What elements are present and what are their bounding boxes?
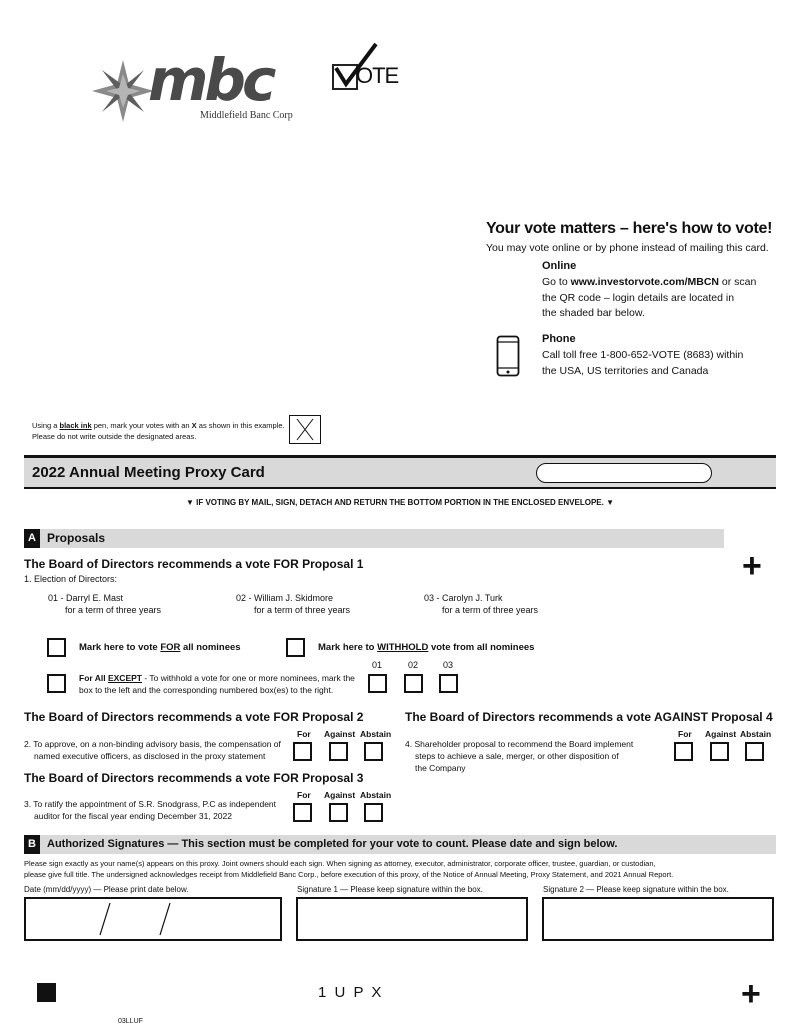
except-line-2: box to the left and the corresponding numbered box(es) to the right. — [79, 685, 334, 695]
online-line-3: the shaded bar below. — [542, 307, 645, 319]
ink-part-1: Using a — [32, 421, 60, 430]
star-burst-icon — [92, 60, 154, 122]
footer-code: 1 U P X — [318, 984, 384, 1001]
date-label: Date (mm/dd/yyyy) — Please print date below. — [24, 885, 189, 894]
except-nominee-01-checkbox[interactable] — [368, 674, 387, 693]
mail-notice: ▼ IF VOTING BY MAIL, SIGN, DETACH AND RETURN THE BOTTOM PORTION IN THE ENCLOSED ENVELOPE. ▼ — [185, 498, 614, 507]
nominee-2-name: 02 - William J. Skidmore — [236, 593, 334, 603]
signature-1-field[interactable] — [296, 897, 528, 941]
login-bar — [536, 463, 712, 483]
proposal-4-for-label: For — [678, 729, 692, 739]
section-a-bar — [24, 529, 724, 548]
signature-instructions-line-1: Please sign exactly as your name(s) appears on this proxy. Joint owners should each sign. When signing as attorney, executor, administrator, corporate officer, trustee, guardian, or custodian, — [24, 859, 656, 868]
date-field[interactable] — [24, 897, 282, 941]
section-b-letter: B — [24, 835, 40, 854]
proposal-3-abstain-checkbox[interactable] — [364, 803, 383, 822]
signature-instructions — [24, 858, 776, 880]
proposal-4-line-2: steps to achieve a sale, merger, or other disposition of — [415, 751, 619, 761]
proposal-2-abstain-checkbox[interactable] — [364, 742, 383, 761]
phone-line-1: Call toll free 1-800-652-VOTE (8683) within — [542, 349, 744, 361]
except-suffix: - To withhold a vote for one or more nominees, mark the — [141, 673, 355, 683]
for-all-suffix: all nominees — [180, 642, 241, 653]
ink-black-ink: black ink — [59, 421, 92, 430]
proposal-2-header: The Board of Directors recommends a vote FOR Proposal 2 — [24, 710, 364, 724]
phone-title: Phone — [542, 333, 576, 345]
date-slash-1 — [100, 903, 110, 935]
online-line-1-suffix: or scan — [719, 276, 757, 288]
for-all-checkbox[interactable] — [47, 638, 66, 657]
example-mark-box — [289, 415, 321, 444]
section-a-title: Proposals — [47, 531, 106, 545]
for-all-prefix: Mark here to vote — [79, 642, 161, 653]
proposal-2-line-1: 2. To approve, on a non-binding advisory basis, the compensation of — [24, 739, 281, 749]
proposal-3-for-label: For — [297, 790, 311, 800]
proposal-3-for-checkbox[interactable] — [293, 803, 312, 822]
section-b-title: Authorized Signatures — This section must be completed for your vote to count. Please date and sign below. — [47, 838, 618, 850]
proposal-3-against-checkbox[interactable] — [329, 803, 348, 822]
except-number-2: 02 — [408, 660, 419, 670]
proposal-3-line-1: 3. To ratify the appointment of S.R. Snodgrass, P.C as independent — [24, 799, 277, 809]
online-line-1-prefix: Go to — [542, 276, 571, 288]
except-line-1 — [79, 672, 355, 684]
ink-instructions-line-2: Please do not write outside the designated areas. — [32, 432, 197, 441]
x-mark-icon — [290, 416, 320, 443]
nominee-1-name: 01 - Darryl E. Mast — [48, 593, 124, 603]
nominee-3-term: for a term of three years — [442, 605, 539, 615]
ink-part-3: as shown in this example. — [196, 421, 285, 430]
proposal-3-against-label: Against — [324, 790, 356, 800]
except-number-3: 03 — [443, 660, 454, 670]
proposal-2-line-2: named executive officers, as disclosed in the proxy statement — [34, 751, 266, 761]
proposal-4-against-checkbox[interactable] — [710, 742, 729, 761]
nominee-3 — [424, 592, 538, 616]
signature-2-label: Signature 2 — Please keep signature within the box. — [543, 885, 729, 894]
nominee-2-term: for a term of three years — [254, 605, 351, 615]
proposal-1-header: The Board of Directors recommends a vote FOR Proposal 1 — [24, 557, 364, 571]
phone-icon — [496, 335, 520, 377]
proposal-2-against-label: Against — [324, 729, 356, 739]
nominee-1 — [48, 592, 161, 616]
except-nominee-03-checkbox[interactable] — [439, 674, 458, 693]
proposal-2-text — [24, 738, 281, 762]
proposal-2-abstain-label: Abstain — [360, 729, 392, 739]
proposal-2-against-checkbox[interactable] — [329, 742, 348, 761]
online-url[interactable]: www.investorvote.com/MBCN — [570, 276, 719, 288]
vote-info-subheading: You may vote online or by phone instead of mailing this card. — [486, 242, 769, 254]
except-prefix: For All — [79, 673, 108, 683]
logo-mark: mbc — [148, 46, 273, 114]
proposal-3-line-2: auditor for the fiscal year ending December 31, 2022 — [34, 811, 232, 821]
proposal-3-header: The Board of Directors recommends a vote FOR Proposal 3 — [24, 771, 364, 785]
ink-part-2: pen, mark your votes with an — [91, 421, 192, 430]
except-emph: EXCEPT — [107, 673, 142, 683]
ink-x: X — [191, 421, 197, 430]
except-label — [79, 672, 355, 696]
vote-logo — [332, 42, 412, 92]
proposal-4-text — [405, 738, 633, 774]
vote-info-heading: Your vote matters – here's how to vote! — [486, 220, 773, 237]
nominee-3-name: 03 - Carolyn J. Turk — [424, 593, 503, 603]
ink-instructions — [32, 420, 285, 442]
online-line-2: the QR code – login details are located in — [542, 292, 735, 304]
withhold-label — [318, 642, 534, 653]
nominee-2 — [236, 592, 350, 616]
proposal-2-for-checkbox[interactable] — [293, 742, 312, 761]
for-all-emph: FOR — [160, 642, 181, 653]
ink-instructions-line-1 — [32, 420, 285, 431]
withhold-prefix: Mark here to — [318, 642, 378, 653]
signature-instructions-line-2: please give full title. The undersigned acknowledges receipt from Middlefield Banc Corp., before execution of this proxy, of the Notice of Annual Meeting, Proxy Statement, and 2021 Annual Report. — [24, 870, 674, 879]
vote-logo-text: OTE — [356, 63, 399, 88]
proposal-4-for-checkbox[interactable] — [674, 742, 693, 761]
proposal-4-abstain-checkbox[interactable] — [745, 742, 764, 761]
nominee-1-term: for a term of three years — [65, 605, 162, 615]
proposal-4-line-3: the Company — [415, 763, 466, 773]
signature-1-label: Signature 1 — Please keep signature within the box. — [297, 885, 483, 894]
registration-plus-bottom: + — [741, 975, 761, 1013]
withhold-all-checkbox[interactable] — [286, 638, 305, 657]
proposal-3-abstain-label: Abstain — [360, 790, 392, 800]
proposal-2-for-label: For — [297, 729, 311, 739]
date-slash-2 — [160, 903, 170, 935]
except-nominee-02-checkbox[interactable] — [404, 674, 423, 693]
section-a-letter: A — [24, 529, 40, 548]
proposal-1-label: 1. Election of Directors: — [24, 574, 118, 584]
online-line-1 — [542, 276, 756, 288]
phone-line-2: the USA, US territories and Canada — [542, 365, 709, 377]
date-separators — [26, 899, 280, 939]
card-title: 2022 Annual Meeting Proxy Card — [32, 464, 265, 481]
proposal-4-header: The Board of Directors recommends a vote AGAINST Proposal 4 — [405, 710, 773, 724]
withhold-emph: WITHHOLD — [377, 642, 429, 653]
registration-square — [37, 983, 56, 1002]
proposal-4-abstain-label: Abstain — [740, 729, 772, 739]
logo-company-name: Middlefield Banc Corp — [200, 110, 293, 121]
withhold-suffix: vote from all nominees — [428, 642, 535, 653]
online-title: Online — [542, 260, 577, 272]
for-all-except-checkbox[interactable] — [47, 674, 66, 693]
registration-plus-top: + — [742, 547, 762, 585]
for-all-label — [79, 642, 241, 653]
except-number-1: 01 — [372, 660, 383, 670]
proposal-4-against-label: Against — [705, 729, 737, 739]
signature-2-field[interactable] — [542, 897, 774, 941]
company-logo — [92, 42, 312, 132]
proposal-3-text — [24, 798, 276, 822]
title-bar — [24, 455, 776, 489]
footer-small-code: 03LLUF — [118, 1018, 143, 1025]
proposal-4-line-1: 4. Shareholder proposal to recommend the Board implement — [405, 739, 634, 749]
